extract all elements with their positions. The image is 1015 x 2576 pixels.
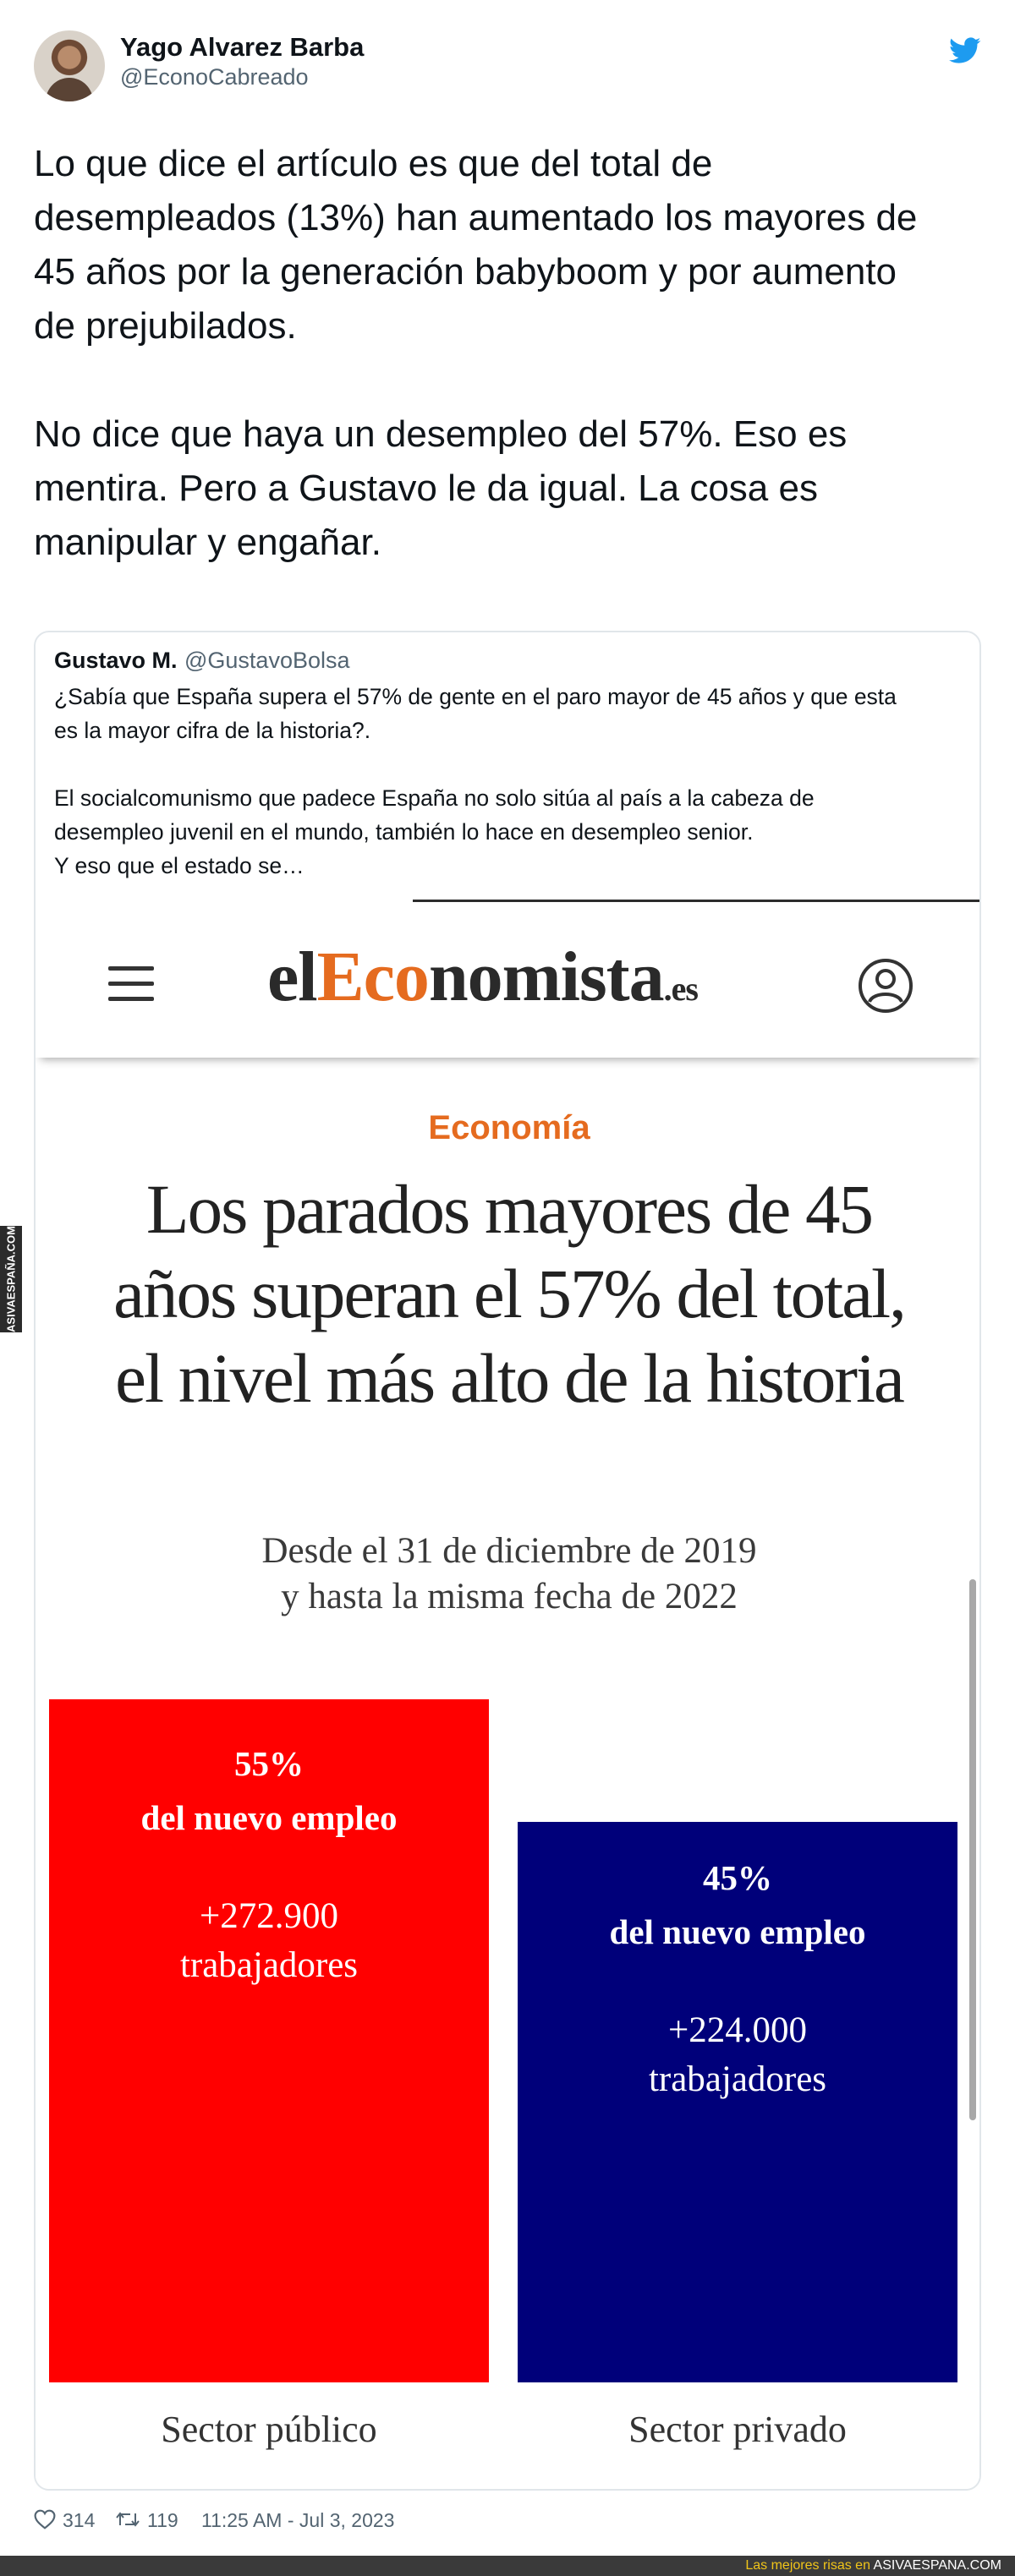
article-subtitle: Desde el 31 de diciembre de 2019 y hasta la misma fecha de 2022 xyxy=(261,1531,757,1616)
quoted-author-handle: @GustavoBolsa xyxy=(184,648,350,673)
bar-sector-publico xyxy=(49,1699,489,2382)
bar-value-label: +224.000 trabajadores xyxy=(648,2010,827,2099)
quoted-tweet[interactable] xyxy=(34,631,981,2491)
credit-bar xyxy=(0,2556,1015,2576)
tweet-paragraph: Lo que dice el artículo es que del total de desempleados (13%) han aumentado los mayores de 45 años por la generación babyboom y por aumento de prejubilados. xyxy=(34,143,918,347)
section-label: Economía xyxy=(428,1109,590,1146)
quoted-author-name: Gustavo M. xyxy=(54,648,178,673)
eleconomista-logo: elEconomista.es xyxy=(267,938,698,1016)
bar-share-label: 55% del nuevo empleo xyxy=(140,1744,398,1837)
retweet-count: 119 xyxy=(147,2509,178,2531)
credit-text[interactable]: Las mejores risas en ASIVAESPANA.COM xyxy=(745,2558,1001,2573)
hamburger-menu-icon xyxy=(108,966,154,1002)
tweet-paragraph: No dice que haya un desempleo del 57%. Eso es mentira. Pero a Gustavo le da igual. La cosa es manipular y engañar. xyxy=(34,413,848,563)
tweet-text xyxy=(34,137,990,570)
scrollbar[interactable] xyxy=(969,1579,976,2120)
category-label: Sector privado xyxy=(628,2409,847,2450)
article-headline: Los parados mayores de 45 años superan el 57% del total, el nivel más alto de la historia xyxy=(113,1170,905,1417)
site-topbar xyxy=(36,902,981,1058)
user-profile-icon xyxy=(858,958,914,1014)
category-label: Sector público xyxy=(161,2409,377,2450)
side-watermark xyxy=(0,1226,22,1332)
timestamp[interactable]: 11:25 AM - Jul 3, 2023 xyxy=(201,2509,395,2531)
watermark-text: ASIVAESPAÑA.COM xyxy=(4,1226,18,1332)
bar-share-label: 45% del nuevo empleo xyxy=(609,1858,866,1951)
author-name[interactable]: Yago Alvarez Barba xyxy=(120,32,365,62)
retweet-icon[interactable] xyxy=(115,2509,140,2530)
bar-sector-privado xyxy=(518,1822,957,2382)
heart-icon[interactable] xyxy=(34,2509,56,2530)
like-count: 314 xyxy=(63,2509,96,2531)
author-handle[interactable]: @EconoCabreado xyxy=(120,64,309,90)
quoted-tweet-text: ¿Sabía que España supera el 57% de gente en el paro mayor de 45 años y que esta es la mayor cifra de la historia?. El socialcomunismo que padece España no solo sitúa al país a la cabeza de desempleo juvenil en el mundo, también lo hace en desempleo senior. Y eso que el estado se… xyxy=(54,684,897,878)
avatar[interactable] xyxy=(34,30,105,101)
article-screenshot[interactable] xyxy=(36,900,981,2489)
bar-value-label: +272.900 trabajadores xyxy=(179,1896,359,1985)
tweet-header xyxy=(34,30,981,107)
twitter-bird-icon[interactable] xyxy=(949,37,981,64)
